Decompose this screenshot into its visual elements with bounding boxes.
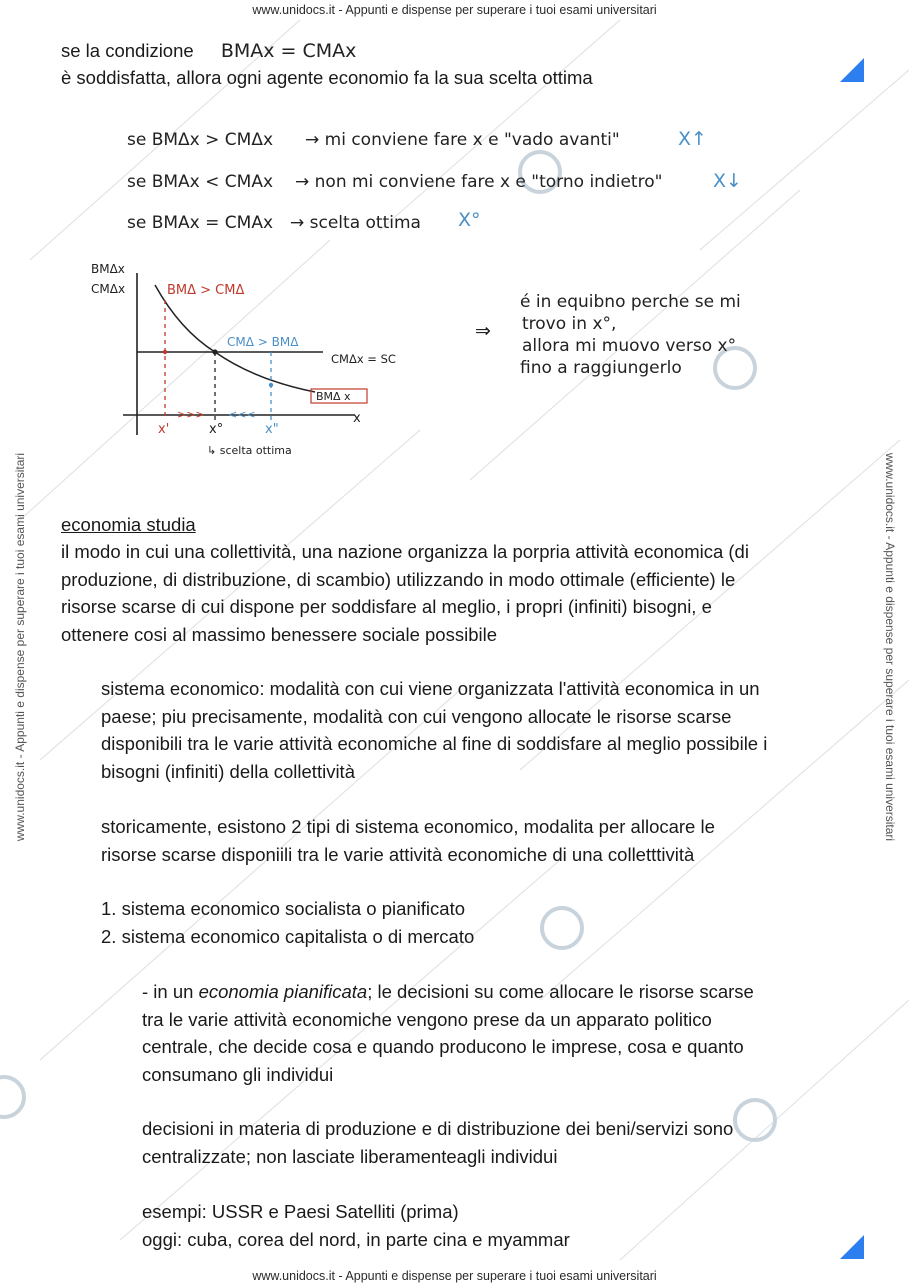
intro-text: se la condizione — [61, 40, 194, 61]
text-line: tra le varie attività economiche vengono prese da un apparato politico — [142, 1008, 712, 1030]
section-heading: economia studia — [61, 514, 196, 535]
note-line-3: allora mi muovo verso x° — [522, 336, 737, 356]
paragraph-sistema-economico — [101, 675, 767, 785]
tick-x-left: x' — [158, 422, 170, 437]
text-line: oggi: cuba, corea del nord, in parte cina e myammar — [142, 1228, 570, 1250]
intro-line-1 — [61, 37, 356, 65]
prefix: - in un — [142, 981, 199, 1002]
emphasis-term: economia pianificata — [198, 981, 368, 1002]
label-cma-sc: CMΔx = SC — [331, 352, 396, 366]
rule-2-mark: X↓ — [713, 170, 742, 192]
paragraph-esempi — [142, 1198, 570, 1253]
note-line-4: fino a raggiungerlo — [520, 358, 682, 378]
tick-x-right: x" — [265, 422, 279, 437]
header-watermark-url: www.unidocs.it - Appunti e dispense per superare i tuoi esami universitari — [252, 3, 657, 17]
left-point — [163, 350, 167, 354]
rule-2-condition: se BMAx < CMAx — [127, 172, 274, 192]
left-side-watermark: www.unidocs.it - Appunti e dispense per superare i tuoi esami universitari — [13, 452, 27, 842]
text-line: consumano gli individui — [142, 1063, 334, 1085]
paragraph-storicamente — [101, 813, 715, 868]
intro-line-2: è soddisfatta, allora ogni agente economio fa la sua scelta ottima — [61, 67, 593, 88]
text-line: storicamente, esistono 2 tipi di sistema economico, modalita per allocare le — [101, 816, 715, 837]
rule-3-condition: se BMAx = CMAx — [127, 213, 274, 233]
y-label-2: CMΔx — [91, 282, 126, 296]
text-line: produzione, di distribuzione, di scambio) utilizzando in modo ottimale (efficiente) le — [61, 568, 736, 590]
optimum-point — [212, 349, 217, 354]
rule-2-text: → non mi conviene fare x e "torno indietro" — [295, 172, 663, 192]
text-line: centrale, che decide cosa e quando producono le imprese, cosa e quanto — [142, 1036, 744, 1057]
text-line: centralizzate; non lasciate liberamenteagli individui — [142, 1145, 558, 1167]
list-item: 2. sistema economico capitalista o di mercato — [101, 925, 475, 947]
text-line: esempi: USSR e Paesi Satelliti (prima) — [142, 1201, 459, 1222]
rest: ; le decisioni su come allocare le risorse scarse — [367, 981, 754, 1002]
note-line-1: é in equibno perche se mi — [520, 292, 741, 312]
tick-x-opt: x° — [209, 422, 224, 437]
corner-triangle-bottom — [840, 1235, 864, 1259]
text-line: decisioni in materia di produzione e di distribuzione dei beni/servizi sono — [142, 1118, 734, 1139]
rule-1-text: → mi conviene fare x e "vado avanti" — [305, 130, 620, 150]
rule-3-mark: X° — [458, 209, 481, 231]
right-side-watermark: www.unidocs.it - Appunti e dispense per superare i tuoi esami universitari — [883, 452, 897, 842]
right-point — [269, 383, 273, 387]
text-line: ottenere cosi al massimo benessere sociale possibile — [61, 623, 497, 645]
label-bma-curve: BMΔ x — [316, 390, 351, 403]
intro-formula: BMAx = CMAx — [220, 40, 357, 62]
numbered-list — [101, 895, 474, 950]
text-line: disponibili tra le varie attività economiche al fine di soddisfare al meglio possibile i — [101, 733, 768, 754]
paragraph-pianificata — [142, 978, 754, 1088]
rule-1-condition: se BMΔx > CMΔx — [127, 130, 274, 150]
text-line: paese; piu precisamente, modalità con cui vengono allocate le risorse scarse — [101, 705, 732, 727]
y-label-1: BMΔx — [91, 262, 125, 276]
note-arrow: ⇒ — [475, 320, 491, 342]
text-line — [142, 978, 754, 1006]
text-line: risorse scarse disponiili tra le varie attività economiche di una colletttività — [101, 843, 695, 865]
text-line: sistema economico: modalità con cui viene organizzata l'attività economica in un — [101, 678, 760, 699]
arrows-right: >>> — [177, 408, 205, 421]
x-axis-label: x — [353, 411, 361, 426]
corner-triangle-top — [840, 58, 864, 82]
note-line-2: trovo in x°, — [522, 314, 617, 334]
caption-scelta-ottima: ↳ scelta ottima — [207, 444, 292, 457]
benefit-cost-graph — [85, 255, 465, 465]
text-line: bisogni (infiniti) della collettività — [101, 760, 355, 782]
rule-1-mark: X↑ — [678, 128, 707, 150]
paragraph-definition — [61, 538, 749, 648]
rule-3-text: → scelta ottima — [290, 213, 421, 233]
text-line: il modo in cui una collettività, una nazione organizza la porpria attività economica (di — [61, 541, 749, 562]
list-item: 1. sistema economico socialista o pianificato — [101, 898, 466, 919]
text-line: risorse scarse di cui dispone per soddisfare al meglio, i propri (infiniti) bisogni, e — [61, 596, 712, 617]
arrows-left: <<< — [228, 408, 256, 421]
label-bma-gt-cma: BMΔ > CMΔ — [167, 283, 245, 298]
paragraph-decisioni — [142, 1115, 733, 1170]
footer-watermark-url: www.unidocs.it - Appunti e dispense per superare i tuoi esami universitari — [252, 1269, 657, 1283]
label-cma-gt-bma: CMΔ > BMΔ — [227, 335, 299, 349]
